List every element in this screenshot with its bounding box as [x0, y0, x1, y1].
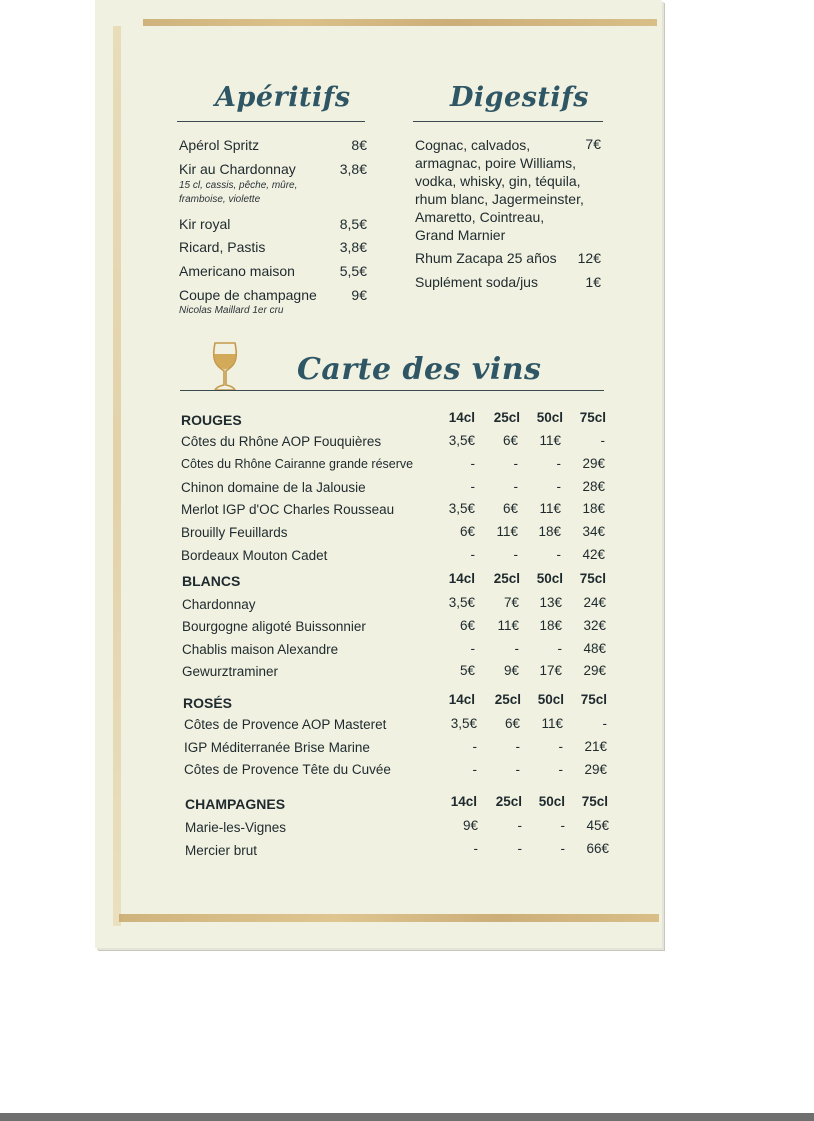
- wine-price: 9€: [503, 663, 519, 678]
- wine-list-title: Carte des vins: [297, 352, 542, 387]
- wine-price: 29€: [583, 663, 606, 678]
- wine-name: Chablis maison Alexandre: [182, 642, 339, 657]
- wine-name: Côtes de Provence Tête du Cuvée: [184, 762, 391, 777]
- wine-price: 21€: [584, 739, 607, 754]
- wine-price: 13€: [539, 595, 562, 610]
- size-header: 50cl: [537, 692, 564, 707]
- wine-price: -: [514, 641, 519, 656]
- wine-price: 6€: [502, 433, 518, 448]
- size-header: 14cl: [448, 692, 475, 707]
- digestifs-line: vodka, whisky, gin, téquila,: [415, 173, 581, 189]
- wine-price: 18€: [582, 501, 605, 516]
- wine-category: ROSÉS: [183, 695, 233, 711]
- wine-name: Brouilly Feuillards: [181, 525, 288, 540]
- wine-price: 3,5€: [450, 716, 477, 731]
- wine-price: -: [513, 456, 518, 471]
- wine-price: 24€: [583, 595, 606, 610]
- wine-price: -: [558, 739, 563, 754]
- wine-price: 6€: [459, 618, 475, 633]
- wine-category: ROUGES: [181, 412, 242, 428]
- wine-name: Côtes du Rhône AOP Fouquières: [181, 434, 382, 449]
- wine-price: 11€: [496, 524, 518, 539]
- wine-price: -: [557, 641, 562, 656]
- wine-price: 11€: [539, 433, 561, 448]
- aperitif-price: 5,5€: [339, 263, 367, 279]
- wine-price: -: [517, 818, 522, 833]
- aperitif-note: Nicolas Maillard 1er cru: [179, 305, 284, 316]
- digestifs-line: armagnac, poire Williams,: [415, 155, 577, 171]
- wine-price: 6€: [502, 501, 518, 516]
- aperitif-name: Ricard, Pastis: [179, 239, 266, 255]
- wine-price: -: [513, 479, 518, 494]
- wine-price: 17€: [539, 663, 562, 678]
- wine-name: Mercier brut: [185, 843, 258, 858]
- wine-price: 18€: [539, 618, 562, 633]
- digestif-name: Suplément soda/jus: [415, 274, 538, 290]
- size-header: 14cl: [450, 794, 477, 809]
- size-header: 50cl: [538, 794, 565, 809]
- wine-price: 29€: [584, 762, 607, 777]
- size-header: 75cl: [580, 692, 607, 707]
- aperitif-name: Coupe de champagne: [179, 287, 317, 303]
- wine-name: Chinon domaine de la Jalousie: [181, 480, 366, 495]
- wine-price: -: [472, 739, 477, 754]
- wine-price: 28€: [582, 479, 605, 494]
- wine-price: -: [470, 456, 475, 471]
- aperitifs-rule: [177, 121, 365, 122]
- digestif-price: 1€: [585, 274, 601, 290]
- digestifs-rule: [413, 121, 603, 122]
- size-header: 50cl: [536, 571, 563, 586]
- frame-top: [143, 19, 657, 26]
- digestifs-title: Digestifs: [450, 82, 589, 113]
- wine-price: 3,5€: [448, 595, 475, 610]
- aperitif-price: 8,5€: [339, 216, 367, 232]
- size-header: 14cl: [448, 410, 475, 425]
- scanner-bottom-edge: [0, 1113, 814, 1121]
- wine-price: 45€: [586, 818, 609, 833]
- digestifs-line: Amaretto, Cointreau,: [415, 209, 545, 225]
- aperitif-note: 15 cl, cassis, pêche, mûre,: [179, 180, 298, 191]
- wine-name: Bourgogne aligoté Buissonnier: [182, 619, 366, 634]
- wine-price: -: [558, 762, 563, 777]
- aperitif-note: framboise, violette: [179, 194, 261, 205]
- digestifs-line: Cognac, calvados,: [415, 137, 531, 153]
- wine-category: BLANCS: [182, 573, 241, 589]
- wine-category: CHAMPAGNES: [185, 796, 286, 812]
- wine-price: -: [560, 818, 565, 833]
- wine-price: 66€: [586, 841, 609, 856]
- aperitifs-title: Apéritifs: [215, 82, 351, 113]
- wine-price: 48€: [583, 641, 606, 656]
- wine-price: -: [515, 762, 520, 777]
- digestifs-line: rhum blanc, Jagermeinster,: [415, 191, 584, 207]
- wine-price: 7€: [503, 595, 519, 610]
- wine-price: 11€: [497, 618, 519, 633]
- aperitif-name: Kir royal: [179, 216, 231, 232]
- wine-name: Chardonnay: [182, 597, 256, 612]
- aperitif-name: Americano maison: [179, 263, 295, 279]
- size-header: 75cl: [579, 410, 606, 425]
- wine-price: 34€: [582, 524, 605, 539]
- size-header: 25cl: [494, 692, 521, 707]
- size-header: 75cl: [579, 571, 606, 586]
- wine-price: 6€: [504, 716, 520, 731]
- wine-price: -: [470, 479, 475, 494]
- wine-price: 9€: [462, 818, 478, 833]
- aperitif-name: Kir au Chardonnay: [179, 161, 296, 177]
- wine-price: -: [470, 547, 475, 562]
- wine-name: Merlot IGP d'OC Charles Rousseau: [181, 502, 395, 517]
- wine-name: Gewurztraminer: [182, 664, 279, 679]
- size-header: 75cl: [581, 794, 608, 809]
- wine-price: 29€: [582, 456, 605, 471]
- menu-card: [95, 0, 662, 948]
- wine-price: 3,5€: [448, 433, 475, 448]
- wine-price: -: [473, 841, 478, 856]
- wine-price: -: [556, 479, 561, 494]
- wine-name: Marie-les-Vignes: [185, 820, 287, 835]
- wine-list-rule: [180, 390, 604, 391]
- wine-price: -: [517, 841, 522, 856]
- digestifs-line: Grand Marnier: [415, 227, 506, 243]
- wine-price: 42€: [582, 547, 605, 562]
- wine-price: -: [472, 762, 477, 777]
- wine-price: -: [515, 739, 520, 754]
- wine-price: -: [513, 547, 518, 562]
- wine-price: -: [470, 641, 475, 656]
- digestifs-price: 7€: [585, 136, 601, 152]
- aperitif-price: 9€: [351, 287, 367, 303]
- wine-price: 6€: [459, 524, 475, 539]
- aperitif-name: Apérol Spritz: [179, 137, 260, 153]
- wine-price: -: [602, 716, 607, 731]
- wine-price: 3,5€: [448, 501, 475, 516]
- wine-price: -: [600, 433, 605, 448]
- size-header: 25cl: [493, 571, 520, 586]
- wine-name: Bordeaux Mouton Cadet: [181, 548, 328, 563]
- aperitif-price: 8€: [351, 137, 367, 153]
- wine-price: 5€: [459, 663, 475, 678]
- wine-price: -: [560, 841, 565, 856]
- wine-name: Côtes du Rhône Cairanne grande réserve: [181, 457, 414, 471]
- size-header: 50cl: [536, 410, 563, 425]
- wine-name: Côtes de Provence AOP Masteret: [184, 717, 387, 732]
- size-header: 25cl: [493, 410, 520, 425]
- size-header: 25cl: [495, 794, 522, 809]
- size-header: 14cl: [448, 571, 475, 586]
- wine-price: 11€: [541, 716, 563, 731]
- aperitif-price: 3,8€: [339, 239, 367, 255]
- wine-price: -: [556, 547, 561, 562]
- wine-price: 11€: [539, 501, 561, 516]
- wine-price: 18€: [538, 524, 561, 539]
- wine-name: IGP Méditerranée Brise Marine: [184, 740, 370, 755]
- digestif-name: Rhum Zacapa 25 años: [415, 250, 557, 266]
- wine-glass-icon: [207, 341, 243, 393]
- aperitif-price: 3,8€: [339, 161, 367, 177]
- frame-bottom: [119, 914, 659, 922]
- wine-price: 32€: [583, 618, 606, 633]
- digestif-price: 12€: [577, 250, 601, 266]
- wine-price: -: [556, 456, 561, 471]
- frame-left: [113, 26, 121, 926]
